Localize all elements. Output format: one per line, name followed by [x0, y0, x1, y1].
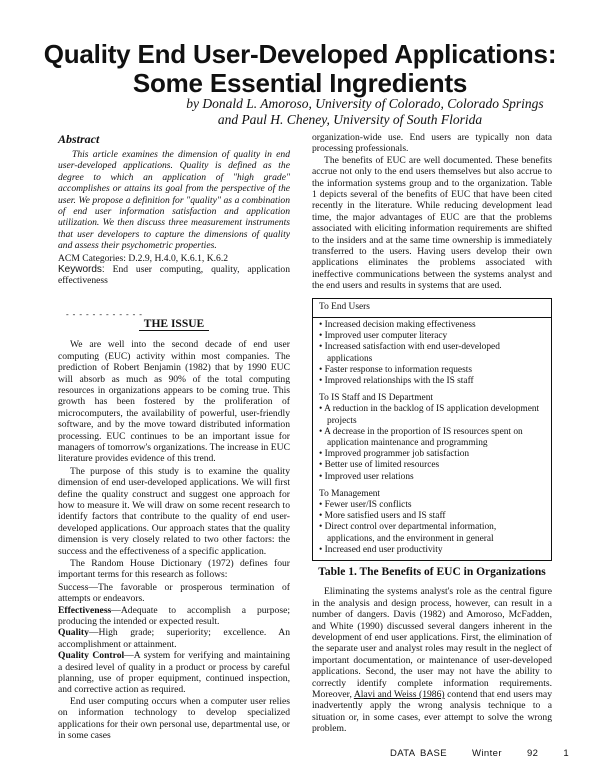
- citation-link: Alavi and Weiss (1986): [353, 689, 445, 701]
- authors-line-1: by Donald L. Amoroso, University of Colorado, Colorado Springs: [186, 96, 544, 111]
- table-item: • A decrease in the proportion of IS resources spent on application maintenance and programming: [319, 426, 523, 448]
- table-item: • Faster response to information requests: [319, 364, 472, 375]
- table-item: • Improved user relations: [319, 471, 414, 482]
- benefits-table: [312, 298, 552, 561]
- acm-value: D.2.9, H.4.0, K.6.1, K.6.2: [128, 252, 229, 264]
- right-paragraph-3: [312, 586, 552, 734]
- table-item: • Better use of limited resources: [319, 460, 440, 471]
- definition-text: —Adequate to accomplish a purpose; producing the intended or expected result.: [58, 604, 290, 628]
- term: Quality: [58, 627, 89, 639]
- definition-text: —The favorable or prosperous termination of attempts or endeavors.: [58, 581, 290, 605]
- footer-season: Winter: [472, 748, 502, 759]
- issue-paragraph-3: The Random House Dictionary (1972) defines four important terms for this research as follows:: [58, 558, 290, 581]
- definition-effectiveness: [58, 605, 290, 628]
- dotted-separator: - - - - - - - - - - - -: [66, 309, 143, 319]
- footer-journal: DATA BASE: [390, 748, 447, 759]
- table-group-title: To End Users: [319, 301, 370, 312]
- acm-categories: [58, 253, 290, 264]
- keywords-label: Keywords:: [58, 264, 105, 276]
- table-item: • Improved relationships with the IS staff: [319, 375, 474, 386]
- table-group-list-management: [319, 500, 545, 556]
- paper-title: [0, 40, 600, 98]
- definition-success: [58, 582, 290, 605]
- table-divider: [313, 317, 551, 318]
- table-item: • Fewer user/IS conflicts: [319, 499, 412, 510]
- table-caption: Table 1. The Benefits of EUC in Organizations: [318, 565, 546, 578]
- section-heading-the-issue: THE ISSUE: [139, 319, 209, 331]
- term: Quality Control: [58, 650, 125, 662]
- issue-paragraph-4: End user computing occurs when a computer user relies on information technology to develop specialized applications for their own personal use, departmental use, or in some cases: [58, 695, 290, 742]
- footer-year: 92: [526, 748, 539, 759]
- table-item: • Increased satisfaction with end user-developed applications: [319, 342, 500, 364]
- left-column: [58, 132, 290, 743]
- table-group-list-is-staff: [319, 404, 545, 482]
- table-group-list-end-users: [319, 320, 545, 387]
- term: Success: [58, 581, 89, 593]
- table-item: • Increased end user productivity: [319, 544, 443, 555]
- keywords: [58, 264, 290, 287]
- table-item: • More satisfied users and IS staff: [319, 511, 446, 522]
- abstract-heading: Abstract: [58, 132, 100, 146]
- definition-quality-control: [58, 650, 290, 696]
- authors: [0, 96, 600, 128]
- authors-line-2: and Paul H. Cheney, University of South Florida: [217, 112, 483, 127]
- issue-paragraph-1: We are well into the second decade of end user computing (EUC) activity within most companies. The prediction of Robert Benjamin (1982) that by 1990 EUC will absorb as much as 90% of the total computing resources in organizations appears to be coming true. This growth has been fostered by the proliferation of microcomputers, the availability of powerful, user-friendly software, and by the move toward distributed information processing. EUC continues to be an important issue for managers of tomorrow's organizations. The increase in EUC literature provides evidence of this trend.: [58, 339, 290, 465]
- title-line-2: Some Essential Ingredients: [132, 68, 468, 98]
- abstract-body: This article examines the dimension of quality in end user-developed applications. Quality is defined as the degree to which an application of "high grade" accomplishes or attains its goal from the perspective of the user. We propose a definition for "quality" as a combination of end user information satisfaction and application utilization. We then discuss three measurement instruments that user developers to capture the dimensions of quality and assess their psychometric properties.: [58, 149, 290, 252]
- definition-text: —High grade; superiority; excellence. An accomplishment or attainment.: [58, 627, 290, 650]
- right-column: [312, 132, 552, 736]
- term: Effectiveness: [58, 604, 112, 616]
- acm-label: ACM Categories:: [58, 252, 126, 264]
- page-footer: [390, 748, 589, 759]
- right-paragraph-2: The benefits of EUC are well documented. These benefits accrue not only to the end users themselves but also accrue to the information systems group and to the organization. Table 1 depicts several of the benefits of EUC that have been cited recently in the literature. While reducing development lead time, the major advantages of EUC are that the problems associated with eliciting information requirements are shifted to the insiders and at the same time ownership is immediately transferred to the users. Having users develop their own applications eliminates the problems associated with ineffective communications between the systems analyst and the end users and results in systems that are used.: [312, 154, 552, 292]
- keywords-value: End user computing, quality, application effectiveness: [58, 264, 290, 287]
- table-group-title: To Management: [319, 488, 381, 499]
- paragraph-text: Eliminating the systems analyst's role as the central figure in the analysis and design process, however, can result in a number of dangers. Davis (1982) and Amoroso, McFadden, and White (1990) discussed several dangers inherent in the development of end user applications. First, the elimination of the separate user and analyst roles may result in the neglect of important documentation, or maintenance of user-developed applications. Second, the user may not have the ability to correctly identify complete information requirements. Moreover,: [312, 586, 552, 701]
- table-item: • Improved user computer literacy: [319, 331, 448, 342]
- issue-paragraph-2: The purpose of this study is to examine the quality dimension of end user-developed applications. We will first define the quality construct and suggest one approach for how to measure it. We will draw on some recent research to identify factors that contribute to the quality of end user-developed applications. Our approach states that the quality dimension is very closely related to two other factors: the success and the effectiveness of a specific application.: [58, 465, 290, 557]
- definition-text: —A system for verifying and maintaining a desired level of quality in a product or process by careful planning, use of proper equipment, continued inspection, and corrective action as required.: [58, 650, 290, 696]
- table-item: • Increased decision making effectiveness: [319, 319, 476, 330]
- definition-quality: [58, 627, 290, 650]
- table-item: • Improved programmer job satisfaction: [319, 449, 470, 460]
- right-paragraph-1: organization-wide use. End users are typically non data processing professionals.: [312, 132, 552, 155]
- paragraph-text: contend that end users may inadvertently apply the wrong analysis technique to a situation or, in some cases, ever attempt to solve the wrong problem.: [312, 689, 552, 735]
- footer-page-number: 1: [563, 748, 570, 759]
- table-group-title: To IS Staff and IS Department: [319, 393, 433, 404]
- separator-row: [58, 305, 290, 319]
- title-line-1: Quality End User-Developed Applications:: [43, 39, 557, 69]
- table-item: • A reduction in the backlog of IS application development projects: [319, 404, 540, 426]
- table-item: • Direct control over departmental information, applications, and the environment in general: [319, 522, 497, 544]
